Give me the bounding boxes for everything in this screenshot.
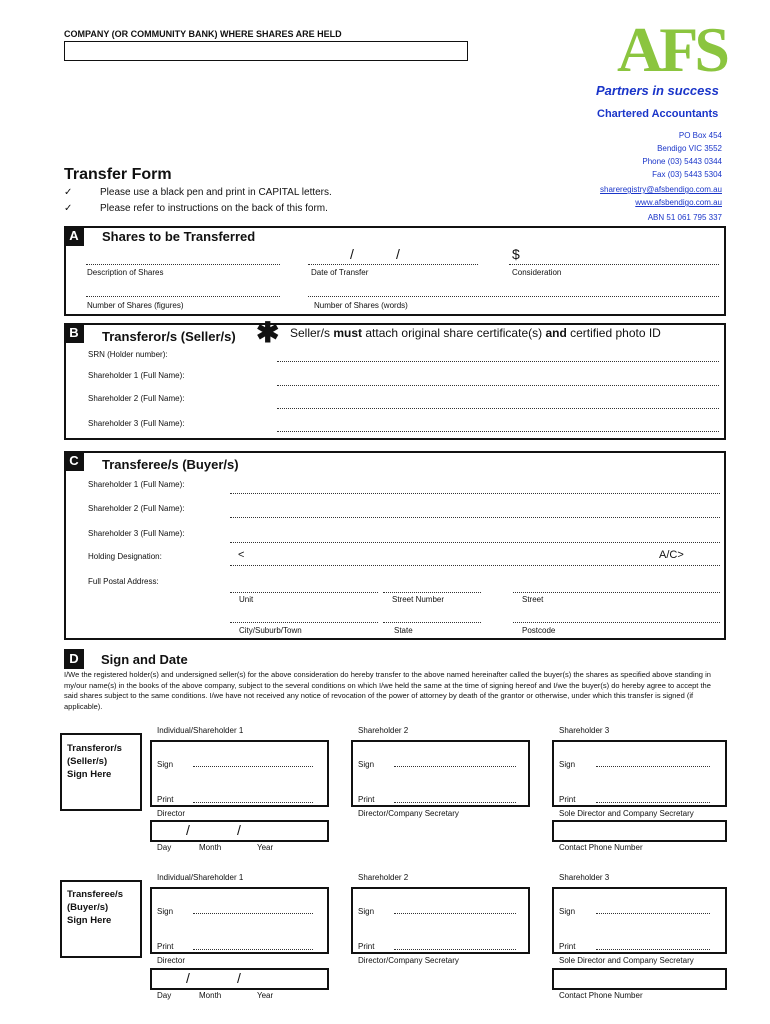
num-figures-label: Number of Shares (figures): [87, 301, 184, 310]
role-1: Director: [157, 809, 186, 818]
year-label: Year: [257, 991, 274, 1000]
phone-label: Contact Phone Number: [559, 991, 643, 1000]
transferee-tag-box: Transferee/s (Buyer/s) Sign Here: [60, 880, 142, 958]
holding-field[interactable]: [230, 565, 720, 566]
section-c-letter: C: [64, 451, 84, 471]
transferor-sign-box-1[interactable]: [150, 740, 329, 807]
date-separator: /: [396, 246, 400, 262]
tagline: Partners in success: [596, 83, 719, 98]
declaration-text: I/We the registered holder(s) and undersigned seller(s) for the above consideration do hereby transfer to the above named hereinafter called the buyer(s) the shares as specified above standing in my/our name(s) in the books of the above company, subject to the several conditions on which I/we held the same at the time of signing hereof and I/we the buyer(s) do hereby agree to accept the said shares subject to the same conditions. I/we have not received any notice of revocation of the power of attorney by death of the grantor or otherwise, under which this transfer is signed (if applicable).: [64, 670, 711, 711]
transferor-sign-2[interactable]: [394, 766, 516, 767]
street-number-field[interactable]: [383, 592, 481, 593]
sign-label: Sign: [358, 760, 375, 769]
role-3: Sole Director and Company Secretary: [559, 956, 694, 965]
unit-label: Unit: [239, 595, 254, 604]
num-words-label: Number of Shares (words): [314, 301, 408, 310]
buyer-3-label: Shareholder 3 (Full Name):: [88, 529, 185, 538]
transferee-sign-3[interactable]: [596, 913, 710, 914]
transferor-sign-box-3[interactable]: [552, 740, 727, 807]
section-a-letter: A: [64, 226, 84, 246]
seller-1-label: Shareholder 1 (Full Name):: [88, 371, 185, 380]
holding-close: A/C>: [659, 549, 684, 561]
transferee-sign-1[interactable]: [193, 913, 313, 914]
consideration-field[interactable]: [509, 264, 719, 265]
buyer-1-field[interactable]: [230, 493, 720, 494]
transferor-tag-box: Transferor/s (Seller/s) Sign Here: [60, 733, 142, 811]
col-header-2: Shareholder 2: [358, 726, 409, 735]
transferee-sign-box-1[interactable]: [150, 887, 329, 954]
transferee-print-2[interactable]: [394, 949, 516, 950]
state-field[interactable]: [383, 622, 481, 623]
instruction-2: ✓ Please refer to instructions on the back of this form.: [64, 203, 328, 214]
transferee-sign-2[interactable]: [394, 913, 516, 914]
month-label: Month: [199, 843, 222, 852]
role-2: Director/Company Secretary: [358, 956, 459, 965]
postal-label: Full Postal Address:: [88, 577, 159, 586]
city-field[interactable]: [230, 622, 378, 623]
sign-label: Sign: [157, 907, 174, 916]
print-label: Print: [559, 942, 576, 951]
transferee-sign-box-3[interactable]: [552, 887, 727, 954]
date-label: Date of Transfer: [311, 268, 369, 277]
print-label: Print: [358, 942, 375, 951]
sign-label: Sign: [358, 907, 375, 916]
role-3: Sole Director and Company Secretary: [559, 809, 694, 818]
col-header-1: Individual/Shareholder 1: [157, 873, 244, 882]
transferor-print-3[interactable]: [596, 802, 710, 803]
street-label: Street: [522, 595, 544, 604]
postcode-field[interactable]: [513, 622, 720, 623]
phone-label: Contact Phone Number: [559, 843, 643, 852]
holding-label: Holding Designation:: [88, 552, 162, 561]
role-1: Director: [157, 956, 186, 965]
address-block: PO Box 454 Bendigo VIC 3552 Phone (03) 5443 0344 Fax (03) 5443 5304 shareregistry@afsbendigo.com.au www.afsbendigo.com.au ABN 51 061 795 337: [600, 131, 722, 222]
num-figures-field[interactable]: [86, 296, 280, 297]
transferee-date-box[interactable]: / /: [150, 968, 329, 990]
transferor-sign-1[interactable]: [193, 766, 313, 767]
dollar-sign: $: [512, 246, 520, 262]
consideration-label: Consideration: [512, 268, 562, 277]
seller-3-label: Shareholder 3 (Full Name):: [88, 419, 185, 428]
print-label: Print: [358, 795, 375, 804]
section-c-title: Transferee/s (Buyer/s): [102, 457, 239, 472]
seller-2-field[interactable]: [277, 408, 719, 409]
date-separator: /: [350, 246, 354, 262]
seller-notice: Seller/s must attach original share certificate(s) and certified photo ID: [290, 326, 661, 340]
col-header-3: Shareholder 3: [559, 726, 610, 735]
company-label: COMPANY (OR COMMUNITY BANK) WHERE SHARES ARE HELD: [64, 29, 342, 39]
seller-3-field[interactable]: [277, 431, 719, 432]
transfer-date-field[interactable]: [308, 264, 478, 265]
email-link[interactable]: shareregistry@afsbendigo.com.au: [600, 185, 722, 194]
form-title: Transfer Form: [64, 166, 172, 183]
col-header-2: Shareholder 2: [358, 873, 409, 882]
transferor-print-2[interactable]: [394, 802, 516, 803]
section-a-title: Shares to be Transferred: [102, 229, 256, 244]
sign-label: Sign: [559, 907, 576, 916]
transferee-print-1[interactable]: [193, 949, 313, 950]
holding-open: <: [238, 549, 245, 561]
sign-label: Sign: [559, 760, 576, 769]
day-label: Day: [157, 991, 172, 1000]
check-icon: ✓: [64, 187, 73, 198]
transferor-sign-3[interactable]: [596, 766, 710, 767]
check-icon: ✓: [64, 203, 73, 214]
asterisk-icon: ✱: [256, 317, 280, 348]
seller-2-label: Shareholder 2 (Full Name):: [88, 394, 185, 403]
city-label: City/Suburb/Town: [239, 626, 302, 635]
transferor-print-1[interactable]: [193, 802, 313, 803]
section-b-letter: B: [64, 323, 84, 343]
section-d-title: Sign and Date: [101, 652, 188, 667]
abn: ABN 51 061 795 337: [647, 213, 722, 222]
company-field[interactable]: [64, 41, 468, 61]
col-header-3: Shareholder 3: [559, 873, 610, 882]
print-label: Print: [157, 795, 174, 804]
transferor-sign-box-2[interactable]: [351, 740, 530, 807]
afs-logo: AFS: [617, 14, 726, 85]
transferor-date-box[interactable]: / /: [150, 820, 329, 842]
buyer-1-label: Shareholder 1 (Full Name):: [88, 480, 185, 489]
website-link[interactable]: www.afsbendigo.com.au: [635, 198, 722, 207]
role-2: Director/Company Secretary: [358, 809, 459, 818]
day-label: Day: [157, 843, 172, 852]
buyer-2-label: Shareholder 2 (Full Name):: [88, 504, 185, 513]
transferee-phone-box[interactable]: [552, 968, 727, 990]
section-d-letter: D: [64, 649, 84, 669]
sign-label: Sign: [157, 760, 174, 769]
transferor-phone-box[interactable]: [552, 820, 727, 842]
month-label: Month: [199, 991, 222, 1000]
print-label: Print: [157, 942, 174, 951]
buyer-2-field[interactable]: [230, 517, 720, 518]
instruction-1: ✓ Please use a black pen and print in CAPITAL letters.: [64, 187, 332, 198]
col-header-1: Individual/Shareholder 1: [157, 726, 244, 735]
srn-label: SRN (Holder number):: [88, 350, 168, 359]
postcode-label: Postcode: [522, 626, 556, 635]
srn-field[interactable]: [277, 361, 719, 362]
description-label: Description of Shares: [87, 268, 164, 277]
year-label: Year: [257, 843, 274, 852]
description-field[interactable]: [86, 264, 280, 265]
street-field[interactable]: [513, 592, 720, 593]
section-b-title: Transferor/s (Seller/s): [102, 329, 236, 344]
transferee-sign-box-2[interactable]: [351, 887, 530, 954]
num-words-field[interactable]: [308, 296, 719, 297]
buyer-3-field[interactable]: [230, 542, 720, 543]
print-label: Print: [559, 795, 576, 804]
transferee-print-3[interactable]: [596, 949, 710, 950]
state-label: State: [394, 626, 413, 635]
unit-field[interactable]: [230, 592, 378, 593]
firm-name: Chartered Accountants: [597, 108, 719, 120]
street-number-label: Street Number: [392, 595, 445, 604]
seller-1-field[interactable]: [277, 385, 719, 386]
